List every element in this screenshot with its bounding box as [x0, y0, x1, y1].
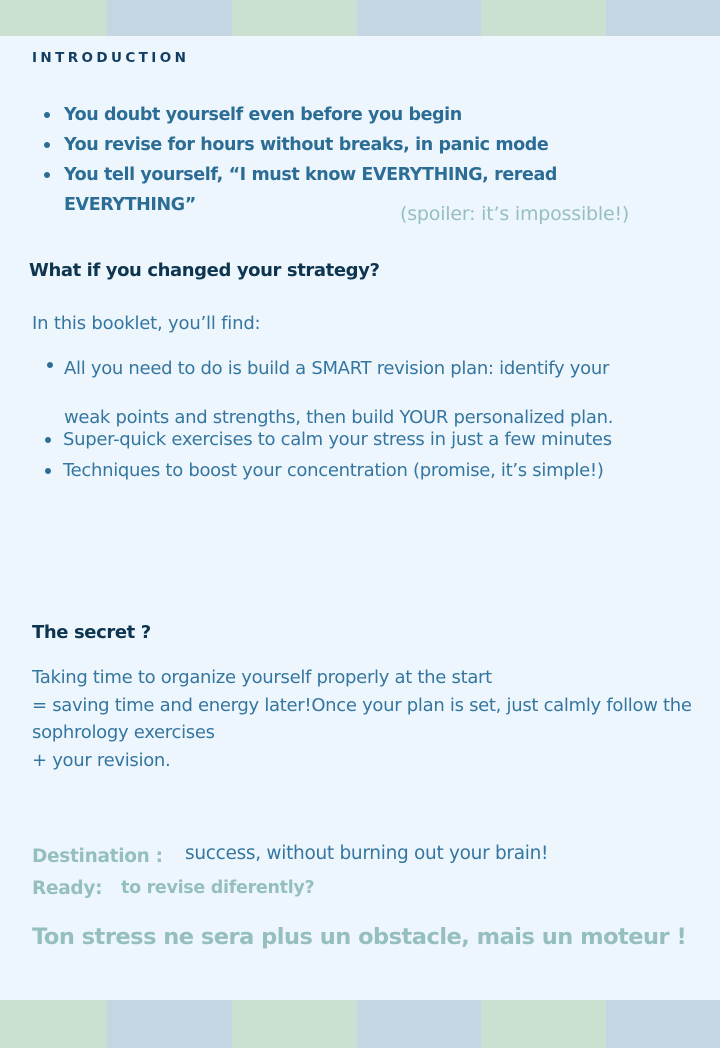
list-item: You revise for hours without breaks, in panic mode: [0, 130, 660, 160]
paragraph-line: Taking time to organize yourself properly at the start: [32, 667, 492, 688]
list-item-line: weak points and strengths, then build YOUR personalized plan.: [64, 407, 614, 428]
secret-paragraph: [32, 664, 702, 774]
destination-label: Destination :: [32, 846, 163, 867]
list-item-line: All you need to do is build a SMART revision plan: identify your: [64, 358, 610, 379]
ready-label: Ready:: [32, 878, 103, 899]
booklet-intro: In this booklet, you’ll find:: [32, 313, 261, 334]
booklet-list-continued: [0, 425, 700, 486]
list-item: You tell yourself, “I must know EVERYTHING, reread EVERYTHING”: [0, 160, 604, 220]
closing-statement: Ton stress ne sera plus un obstacle, mais un moteur !: [32, 924, 687, 950]
list-item: Techniques to boost your concentration (promise, it’s simple!): [0, 456, 623, 487]
strategy-heading: What if you changed your strategy?: [29, 260, 380, 281]
secret-heading: The secret ?: [32, 622, 151, 643]
paragraph-line: + your revision.: [32, 749, 171, 771]
doubts-list: [0, 100, 660, 220]
ready-value: to revise diferently?: [121, 878, 315, 898]
list-item: Super-quick exercises to calm your stress in just a few minutes: [0, 425, 623, 456]
spoiler-note: (spoiler: it’s impossible!): [400, 203, 630, 225]
section-label: INTRODUCTION: [32, 50, 190, 66]
top-decorative-stripe: [0, 0, 720, 36]
paragraph-line: = saving time and energy later!Once your plan is set, just calmly follow the sophrology exercises: [32, 694, 692, 743]
bottom-decorative-stripe: [0, 1000, 720, 1048]
list-item: You doubt yourself even before you begin: [0, 100, 660, 130]
destination-value: success, without burning out your brain!: [185, 843, 549, 864]
